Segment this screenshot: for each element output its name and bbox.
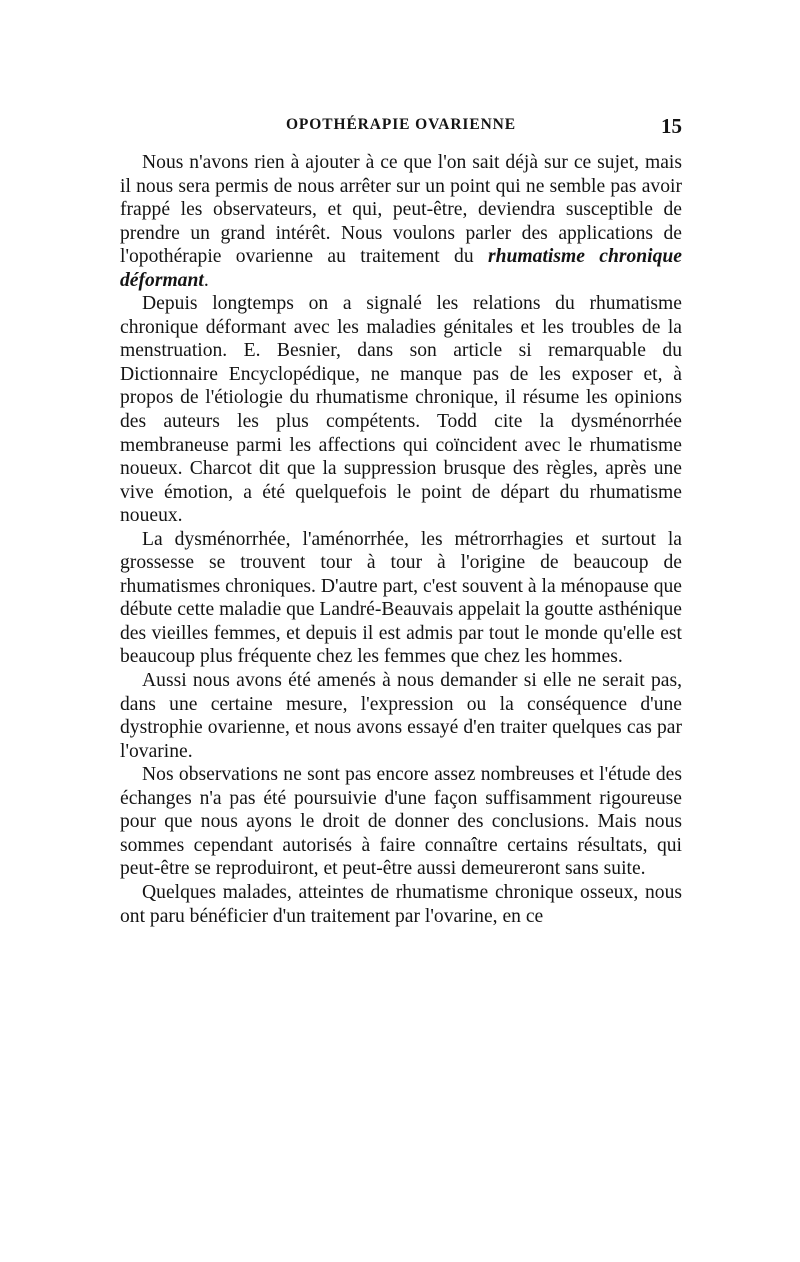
emphasis-rhumatisme-chronique-deformant: rhumatisme chronique déformant xyxy=(120,246,682,291)
paragraph-3: La dysménorrhée, l'aménorrhée, les métrorrhagies et surtout la grossesse se trouvent tour à tour à l'origine de beaucoup de rhumatismes chroniques. D'autre part, c'est souvent à la ménopause que débute cette maladie que Landré-Beauvais appelait la goutte asthénique des vieilles femmes, et depuis il est admis par tout le monde qu'elle est beaucoup plus fréquente chez les femmes que chez les hommes. xyxy=(120,528,682,668)
paragraph-1-end: . xyxy=(203,269,209,291)
page-header xyxy=(120,114,682,140)
paragraph-4: Aussi nous avons été amenés à nous demander si elle ne serait pas, dans une certaine mesure, l'expression ou la conséquence d'une dystrophie ovarienne, et nous avons essayé d'en traiter quelques cas par l'ovarine. xyxy=(120,670,682,762)
paragraph-6: Quelques malades, atteintes de rhumatisme chronique osseux, nous ont paru bénéficier d'un traitement par l'ovarine, en ce xyxy=(120,881,682,927)
running-title: OPOTHÉRAPIE OVARIENNE xyxy=(285,116,517,133)
paragraph-5: Nos observations ne sont pas encore assez nombreuses et l'étude des échanges n'a pas été poursuivie d'une façon suffisamment rigoureuse pour que nous ayons le droit de donner des conclusions. Mais nous sommes cependant autorisés à faire connaître certains résultats, qui peut-être se reproduiront, et peut-être aussi demeureront sans suite. xyxy=(120,764,682,880)
paragraph-2: Depuis longtemps on a signalé les relations du rhumatisme chronique déformant avec les maladies génitales et les troubles de la menstruation. E. Besnier, dans son article si remarquable du Dictionnaire Encyclopédique, ne manque pas de les exposer et, à propos de l'étiologie du rhumatisme chronique, il résume les opinions des auteurs les plus compétents. Todd cite la dysménorrhée membraneuse parmi les affections qui coïncident avec le rhumatisme noueux. Charcot dit que la suppression brusque des règles, après une vive émotion, a été quelquefois le point de départ du rhumatisme noueux. xyxy=(120,293,682,527)
page-number: 15 xyxy=(661,114,682,138)
paragraph-1-text: Nous n'avons rien à ajouter à ce que l'on sait déjà sur ce sujet, mais il nous sera permis de nous arrêter sur un point qui ne semble pas avoir frappé les observateurs, et qui, peut-être, deviendra susceptible de prendre un grand intérêt. Nous voulons parler des applications de l'opothérapie ovarienne au traitement du xyxy=(120,152,682,268)
body-text xyxy=(120,151,682,928)
paragraph-1 xyxy=(120,151,682,292)
